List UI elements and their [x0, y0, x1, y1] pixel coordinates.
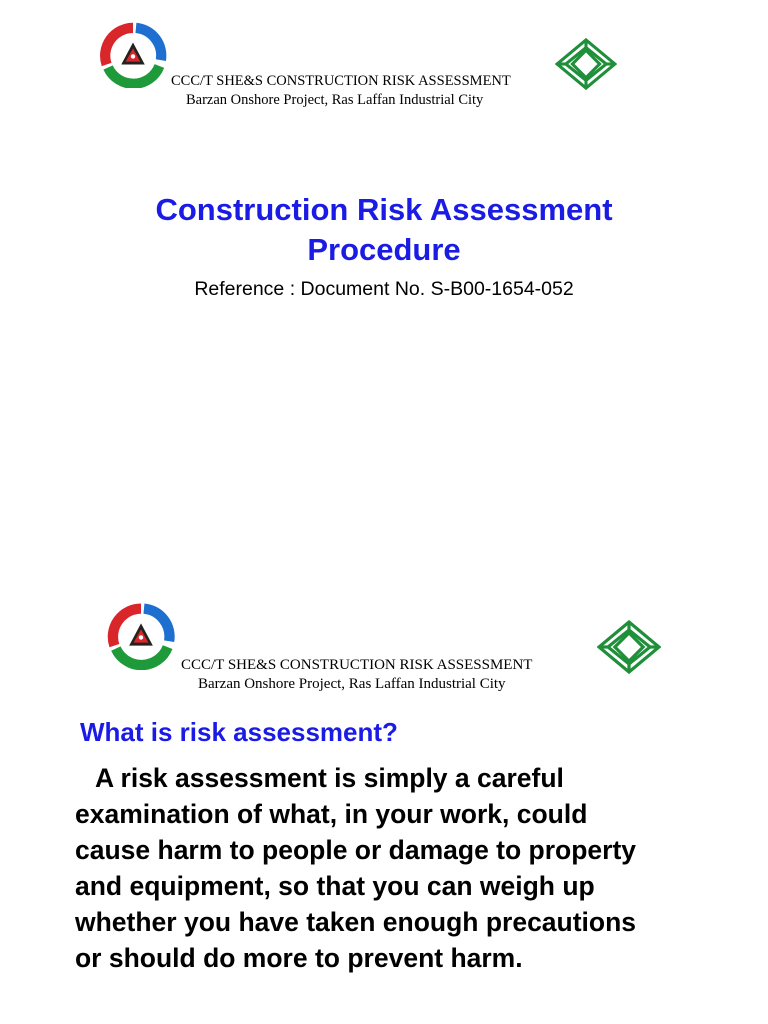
- company-logo-graphic: [555, 38, 617, 90]
- header-title: CCC/T SHE&S CONSTRUCTION RISK ASSESSMENT: [181, 657, 533, 673]
- header-subtitle: Barzan Onshore Project, Ras Laffan Industrial City: [186, 92, 484, 108]
- definition-paragraph: [75, 760, 745, 976]
- company-logo-graphic: [597, 620, 661, 674]
- paragraph-line: cause harm to people or damage to property: [75, 835, 637, 865]
- title-line-1: Construction Risk Assessment: [155, 192, 613, 227]
- paragraph-line: and equipment, so that you can weigh up: [75, 871, 595, 901]
- header-subtitle: Barzan Onshore Project, Ras Laffan Industrial City: [198, 676, 506, 692]
- company-logo-icon: [555, 38, 617, 90]
- hse-logo-graphic: [104, 602, 178, 670]
- paragraph-line: A risk assessment is simply a careful: [95, 763, 564, 793]
- hse-logo-icon: [104, 602, 178, 670]
- hse-logo-icon: [96, 22, 170, 88]
- paragraph-line: or should do more to prevent harm.: [75, 943, 523, 973]
- document-reference: Reference : Document No. S-B00-1654-052: [194, 278, 574, 300]
- company-logo-icon: [597, 620, 661, 674]
- paragraph-line: whether you have taken enough precautions: [75, 907, 637, 937]
- section-question-heading: What is risk assessment?: [80, 717, 398, 747]
- slide-title-heading: [0, 190, 768, 270]
- header-title: CCC/T SHE&S CONSTRUCTION RISK ASSESSMENT: [171, 73, 511, 89]
- title-line-2: Procedure: [307, 232, 461, 267]
- hse-logo-graphic: [96, 22, 170, 88]
- paragraph-line: examination of what, in your work, could: [75, 799, 588, 829]
